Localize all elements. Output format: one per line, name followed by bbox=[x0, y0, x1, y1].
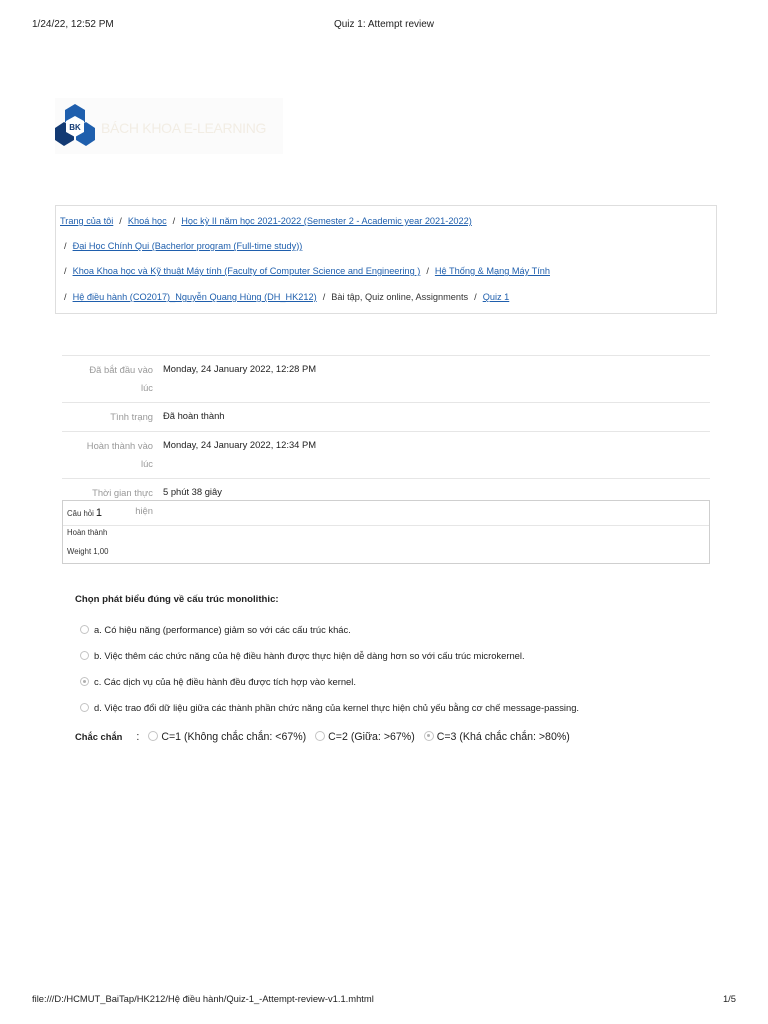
summary-label bbox=[62, 361, 155, 397]
bk-logo-icon bbox=[55, 100, 95, 150]
breadcrumb-section: Bài tập, Quiz online, Assignments bbox=[331, 292, 469, 302]
answer-label: d. Việc trao đổi dữ liệu giữa các thành phần chức năng của kernel thực hiện chủ yếu bằng cơ chế message-passing. bbox=[94, 702, 580, 713]
breadcrumb-link-program[interactable]: Đại Học Chính Qui (Bacherlor program (Full-time study)) bbox=[72, 241, 303, 251]
print-footer bbox=[32, 993, 736, 1007]
site-logo[interactable] bbox=[55, 98, 283, 154]
summary-label-line: lúc bbox=[141, 382, 153, 393]
breadcrumb bbox=[55, 205, 717, 314]
breadcrumb-separator: / bbox=[64, 292, 67, 302]
certainty-label: Chắc chắn bbox=[75, 731, 123, 742]
answer-label: c. Các dịch vụ của hệ điều hành đều được tích hợp vào kernel. bbox=[94, 676, 356, 687]
summary-label-line: lúc bbox=[141, 458, 153, 469]
summary-row-completed bbox=[62, 431, 710, 478]
breadcrumb-separator: / bbox=[64, 241, 67, 251]
summary-value: 5 phút 38 giây bbox=[163, 486, 222, 497]
radio-checked-icon[interactable] bbox=[80, 677, 89, 686]
summary-row-state bbox=[62, 402, 710, 431]
print-file-path: file:///D:/HCMUT_BaiTap/HK212/Hệ điều hành/Quiz-1_-Attempt-review-v1.1.mhtml bbox=[32, 993, 374, 1004]
summary-value: Đã hoàn thành bbox=[163, 410, 225, 421]
question-info-box bbox=[62, 500, 710, 564]
summary-label bbox=[62, 437, 155, 473]
breadcrumb-link-semester[interactable]: Học kỳ II năm học 2021-2022 (Semester 2 - Academic year 2021-2022) bbox=[181, 216, 472, 226]
breadcrumb-link-course[interactable]: Hệ điều hành (CO2017)_Nguyễn Quang Hùng (DH_HK212) bbox=[72, 292, 317, 302]
breadcrumb-line-3 bbox=[60, 266, 550, 276]
radio-checked-icon[interactable] bbox=[424, 731, 434, 741]
logo-text: BÁCH KHOA E-LEARNING bbox=[101, 120, 267, 136]
breadcrumb-link-courses[interactable]: Khoá học bbox=[127, 216, 167, 226]
certainty-option-3[interactable] bbox=[424, 731, 570, 743]
breadcrumb-line-4 bbox=[60, 292, 509, 302]
breadcrumb-link-quiz[interactable]: Quiz 1 bbox=[482, 292, 510, 302]
radio-icon[interactable] bbox=[315, 731, 325, 741]
question-number-prefix: Câu hỏi bbox=[67, 509, 94, 518]
answer-option-d[interactable] bbox=[80, 702, 579, 713]
summary-row-started bbox=[62, 355, 710, 402]
breadcrumb-separator: / bbox=[64, 266, 67, 276]
breadcrumb-separator: / bbox=[474, 292, 477, 302]
answer-label: b. Việc thêm các chức năng của hệ điều hành được thực hiện dễ dàng hơn so với cấu trúc microkernel. bbox=[94, 650, 525, 661]
question-text: Chọn phát biểu đúng về cấu trúc monolithic: bbox=[75, 594, 279, 605]
radio-icon[interactable] bbox=[80, 651, 89, 660]
certainty-option-2[interactable] bbox=[315, 731, 415, 743]
summary-label-line: Thời gian thực bbox=[92, 487, 153, 498]
breadcrumb-line-1 bbox=[60, 216, 472, 226]
certainty-option-label: C=2 (Giữa: >67%) bbox=[328, 731, 415, 743]
breadcrumb-link-faculty[interactable]: Khoa Khoa học và Kỹ thuật Máy tính (Faculty of Computer Science and Engineering ) bbox=[72, 266, 421, 276]
question-number-value: 1 bbox=[95, 507, 102, 519]
print-title: Quiz 1: Attempt review bbox=[333, 19, 435, 30]
answer-label: a. Có hiệu năng (performance) giảm so với các cấu trúc khác. bbox=[94, 624, 351, 635]
summary-label-line: Đã bắt đầu vào bbox=[89, 364, 153, 375]
summary-label-line: hiện bbox=[135, 505, 153, 516]
answer-option-c[interactable] bbox=[80, 676, 356, 687]
radio-icon[interactable] bbox=[80, 703, 89, 712]
breadcrumb-separator: / bbox=[322, 292, 326, 302]
logo-badge-text: BK bbox=[69, 123, 81, 132]
summary-value: Monday, 24 January 2022, 12:28 PM bbox=[163, 363, 317, 374]
print-datetime: 1/24/22, 12:52 PM bbox=[32, 19, 114, 30]
answer-option-b[interactable] bbox=[80, 650, 525, 661]
summary-label: Tình trạng bbox=[110, 411, 153, 422]
question-weight: Weight 1,00 bbox=[67, 547, 109, 556]
certainty-option-label: C=1 (Không chắc chắn: <67%) bbox=[161, 731, 307, 743]
print-page-number: 1/5 bbox=[722, 993, 736, 1004]
question-state: Hoàn thành bbox=[67, 528, 108, 537]
radio-icon[interactable] bbox=[148, 731, 158, 741]
certainty-colon: : bbox=[136, 731, 140, 743]
breadcrumb-separator: / bbox=[119, 216, 122, 226]
summary-label-line: Hoàn thành vào bbox=[86, 440, 153, 451]
breadcrumb-separator: / bbox=[426, 266, 429, 276]
radio-icon[interactable] bbox=[80, 625, 89, 634]
summary-value: Monday, 24 January 2022, 12:34 PM bbox=[163, 439, 317, 450]
question-number bbox=[67, 507, 102, 519]
certainty-selector bbox=[75, 731, 576, 743]
print-header bbox=[32, 19, 736, 33]
certainty-option-label: C=3 (Khá chắc chắn: >80%) bbox=[436, 731, 570, 743]
breadcrumb-link-my-home[interactable]: Trang của tôi bbox=[60, 216, 114, 226]
answer-option-a[interactable] bbox=[80, 624, 351, 635]
breadcrumb-link-department[interactable]: Hệ Thống & Mạng Máy Tính bbox=[434, 266, 550, 276]
certainty-option-1[interactable] bbox=[148, 731, 306, 743]
breadcrumb-separator: / bbox=[172, 216, 176, 226]
breadcrumb-line-2 bbox=[60, 241, 302, 251]
